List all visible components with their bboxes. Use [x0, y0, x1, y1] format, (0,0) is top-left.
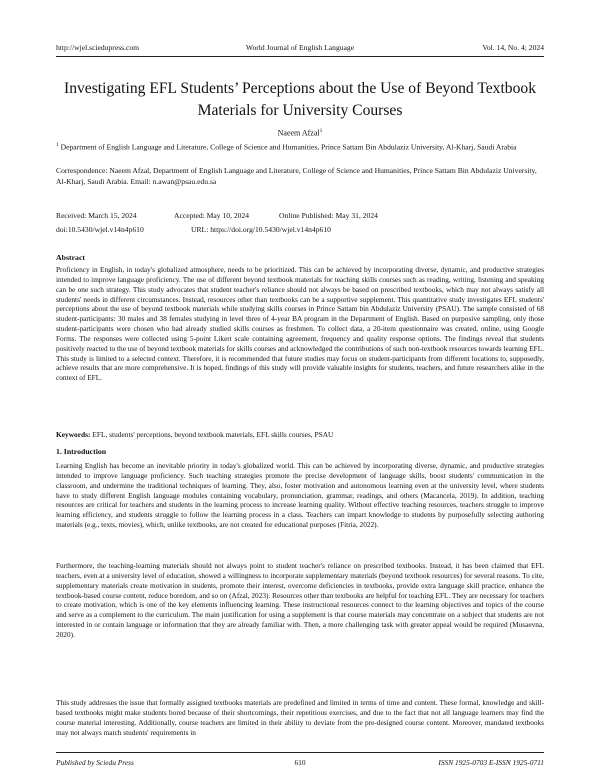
affiliation-text: Department of English Language and Literature, College of Science and Humanities, Prince Sattam Bin Abdulaziz University, Al-Kharj, Saudi Arabia	[60, 142, 517, 152]
author-affil-mark: 1	[319, 128, 323, 134]
affiliation-mark: 1	[56, 142, 59, 148]
volume-issue: Vol. 14, No. 4; 2024	[482, 43, 544, 52]
accepted-date: Accepted: May 10, 2024	[174, 211, 250, 220]
doi-text: doi:10.5430/wjel.v14n4p610	[56, 225, 144, 234]
author-name: Naeem Afzal	[277, 128, 320, 138]
article-title: Investigating EFL Students’ Perceptions about the Use of Beyond Textbook Materials for University Courses	[64, 80, 536, 119]
journal-url-link[interactable]: http://wjel.sciedupress.com	[56, 43, 140, 52]
publisher: Published by Sciedu Press	[56, 758, 134, 767]
footer-divider	[56, 752, 544, 753]
received-date: Received: March 15, 2024	[56, 211, 137, 220]
abstract-text: Proficiency in English, in today's globalized atmosphere, needs to be prioritized. This can be achieved by incorporating diverse, dynamic, and productive strategies intended to improve language proficiency. The use of different beyond textbook materials for teaching skills courses such as reading, writing, listening and speaking can be one such strategy. This study advocates that student teacher's reliance should not always be based on prescribed textbooks, which may not always satisfy all students' needs in different circumstances. Instead, resources other than textbooks can be a supportive supplement. This quantitative study investigates EFL students' perceptions about the use of beyond textbook materials while studying skills courses in Prince Sattam bin Abdulaziz University (PSAU). The sample consisted of 68 student-participants: 30 males and 38 females studying in level three of 4-year BA program in the Department of English. Based on purposive sampling, only those student-participants were chosen who had already studied skills courses as freshmen. To collect data, a 20-item questionnaire was created, online, using Google Forms. The responses were collected using 5-point Likert scale containing agreement, frequency and quality response options. The findings reveal that students positively reacted to the use of beyond textbook materials for skills courses and acknowledged the contributions of such non-textbook resources towards learning EFL. This study is limited to a selected context. Therefore, it is recommended that future studies may focus on student-participants from different locations to, supposedly, achieve results that are more comprehensive. It is hoped, findings of this study will provide valuable insights for students, teachers, and future researchers alike in the context of EFL.	[56, 265, 544, 383]
author-line	[56, 126, 544, 139]
published-date: Online Published: May 31, 2024	[279, 211, 378, 220]
page-number: 610	[294, 758, 306, 767]
running-header	[56, 42, 544, 54]
intro-paragraph-2: Furthermore, the teaching-learning materials should not always point to student teacher's reliance on prescribed textbooks. Instead, it has been claimed that EFL teachers, even at a university level of education, showed a willingness to incorporate supplementary materials (beyond textbook resources) for several reasons. To cite, supplementary materials create motivation in students, promote their interest, overcome deficiencies in textbooks, provide extra language skill practice, enhance the textbook-based course content, reduce boredom, and so on (Afzal, 2023). Resources other than textbooks are helpful for teaching EFL. They are necessary for teachers to create motivation, which is one of the key elements influencing learning. These instructional resources connect to the learning objectives and topics of the course and serve as a complement to the curriculum. The main justification for using a supplement is that course materials may concentrate on a subject that students are not interested in or contain language or information that they are already familiar with. Then, a more challenging task with greater appeal would be required (Musaevna, 2020).	[56, 561, 544, 639]
correspondence: Correspondence: Naeem Afzal, Department of English Language and Literature, College of Science and Humanities, Prince Sattam Bin Abdulaziz University, Al-Kharj, Saudi Arabia. Email: n.awan@psau.edu.sa	[56, 166, 537, 186]
journal-name: World Journal of English Language	[245, 43, 355, 52]
section-heading-introduction: 1. Introduction	[56, 447, 107, 456]
doi-url-link[interactable]: URL: https://doi.org/10.5430/wjel.v14n4p610	[191, 225, 331, 234]
keywords	[56, 430, 544, 440]
page-footer	[56, 757, 544, 769]
keywords-text: EFL, students' perceptions, beyond textbook materials, EFL skills courses, PSAU	[90, 430, 334, 439]
intro-paragraph-1: Learning English has become an inevitable priority in today's globalized world. This can be achieved by incorporating diverse, dynamic, and productive strategies intended to improve language proficiency. Such teaching strategies promote the precise development of language skills, boost students' communication in the classroom, and undermine the traditional techniques of learning. They, also, foster motivation and autonomous learning even at the university level, where students have to study different English language modules containing vocabulary, pronunciation, grammar, readings, and others (Macancela, 2019). In addition, teaching resources are critical for teachers and students in the learning process to increase learning quality. Without effective teaching resources, teachers struggle to improve learning efficiency, and students struggle to follow the learning process in a class. Teachers can impart knowledge to students by purposefully selecting authoring materials (e.g., texts, movies), which, unlike textbooks, are not created for educational purposes (Fitria, 2022).	[56, 461, 544, 530]
keywords-label: Keywords:	[56, 430, 91, 439]
intro-paragraph-3: This study addresses the issue that formally assigned textbooks materials are predefined and limited in terms of time and content. These formal, knowledge and skill-based textbooks might make students bored because of their shortcomings, their repetitious exercises, and due to the fact that not all language learners may find the course material interesting. Additionally, course teachers are limited in their ability to deviate from the pre-designed course content. Moreover, mandated textbooks may not always match students' requirements in	[56, 698, 544, 737]
affiliation	[56, 140, 544, 153]
abstract-heading: Abstract	[56, 253, 86, 262]
issn: ISSN 1925-0703 E-ISSN 1925-0711	[438, 758, 544, 767]
header-divider	[56, 56, 544, 57]
